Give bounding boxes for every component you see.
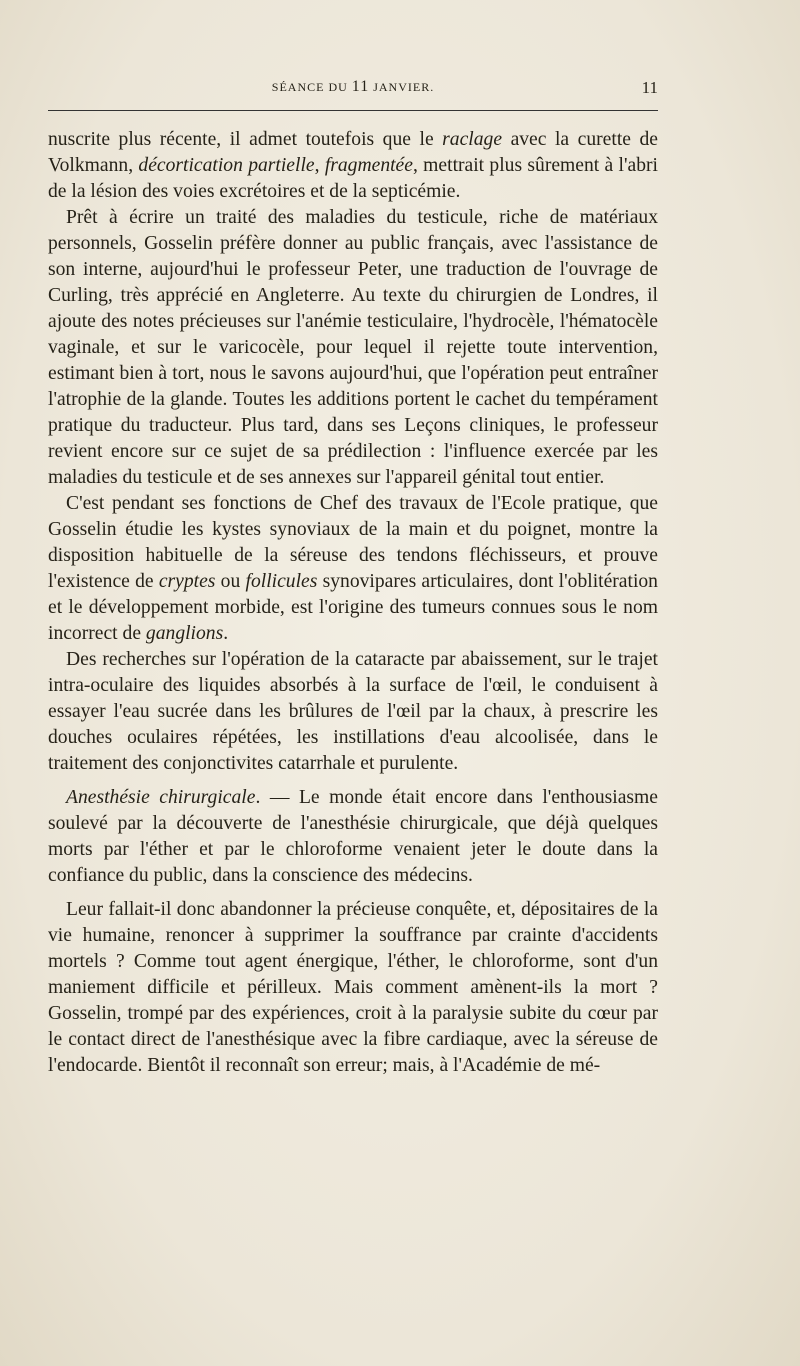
italic-text: décortication partielle — [138, 155, 315, 176]
text-run: , — [314, 155, 325, 176]
paragraph — [48, 127, 658, 205]
header-rule — [48, 110, 658, 111]
page-number: 11 — [641, 78, 658, 97]
italic-text: follicules — [245, 571, 318, 592]
text-run: Des recherches sur l'opération de la cataracte par abaissement, sur le trajet intra-oculaire des liquides absorbés à la surface de l'œil, le conduisent à essayer l'eau sucrée dans les brûlures de l'œil par la chaux, à prescrire les douches oculaires répétées, les instillations d'eau alcoolisée, dans le traitement des conjonctivites catarrhale et purulente. — [48, 649, 658, 774]
italic-text: Anesthésie chirurgicale — [66, 787, 256, 808]
running-head-day: 11 — [351, 78, 370, 95]
italic-text: fragmentée — [324, 155, 413, 176]
text-run: . — [223, 623, 229, 644]
body-text — [48, 127, 658, 1079]
text-run: ou — [215, 571, 246, 592]
text-run: Leur fallait-il donc abandonner la précieuse conquête, et, dépositaires de la vie humaine, renoncer à supprimer la souffrance par crainte d'accidents mortels ? Comme tout agent énergique, l'éther, le chloroforme, sont d'un maniement difficile et périlleux. Mais comment amènent-ils la mort ? Gosselin, trompé par des expériences, croit à la paralysie subite du cœur par le contact direct de l'anesthésique avec la fibre cardiaque, avec la séreuse de l'endocarde. Bientôt il reconnaît son erreur; mais, à l'Académie de mé- — [48, 899, 658, 1076]
text-run: C'est pendant ses fonctions de Chef des travaux de l'Ecole pratique, que Gosselin étudie les kystes synoviaux de la main et du poignet, montre la disposition habituelle de la séreuse des tendons fléchisseurs, et prouve l'existence de — [48, 493, 658, 592]
italic-text: cryptes — [158, 571, 216, 592]
paragraph — [48, 205, 658, 491]
paragraph — [48, 491, 658, 647]
running-head — [48, 78, 658, 96]
running-head-suffix: JANVIER. — [369, 80, 435, 94]
running-head-prefix: SÉANCE DU — [271, 80, 352, 94]
text-run: avec la curette de Volkmann, — [48, 129, 658, 176]
paragraph — [48, 647, 658, 777]
text-run: , mettrait plus sûrement à l'abri de la lésion des voies excrétoires et de la septicémie. — [48, 155, 658, 202]
italic-text: raclage — [442, 129, 503, 150]
text-run: nuscrite plus récente, il admet toutefois que le — [48, 129, 443, 150]
text-run: . — Le monde était encore dans l'enthousiasme soulevé par la découverte de l'anesthésie chirurgicale, que déjà quelques morts par l'éther et par le chloroforme venaient jeter le doute dans la confiance du public, dans la conscience des médecins. — [48, 787, 658, 886]
paragraph — [48, 897, 658, 1079]
paragraph — [48, 785, 658, 889]
text-run: synovipares articulaires, dont l'oblitération et le développement morbide, est l'origine des tumeurs connues sous le nom incorrect de — [48, 571, 658, 644]
italic-text: ganglions — [145, 623, 224, 644]
text-run: Prêt à écrire un traité des maladies du testicule, riche de matériaux personnels, Gosselin préfère donner au public français, avec l'assistance de son interne, aujourd'hui le professeur Peter, une traduction de l'ouvrage de Curling, très apprécié en Angleterre. Au texte du chirurgien de Londres, il ajoute des notes précieuses sur l'anémie testiculaire, l'hydrocèle, l'hématocèle vaginale, et sur le varicocèle, pour lequel il rejette toute intervention, estimant bien à tort, nous le savons aujourd'hui, que l'opération peut entraîner l'atrophie de la glande. Toutes les additions portent le cachet du tempérament pratique du traducteur. Plus tard, dans ses Leçons cliniques, le professeur revient encore sur ce sujet de sa prédilection : l'influence exercée par les maladies du testicule et de ses annexes sur l'appareil génital tout entier. — [48, 207, 658, 488]
page-header — [48, 78, 658, 100]
